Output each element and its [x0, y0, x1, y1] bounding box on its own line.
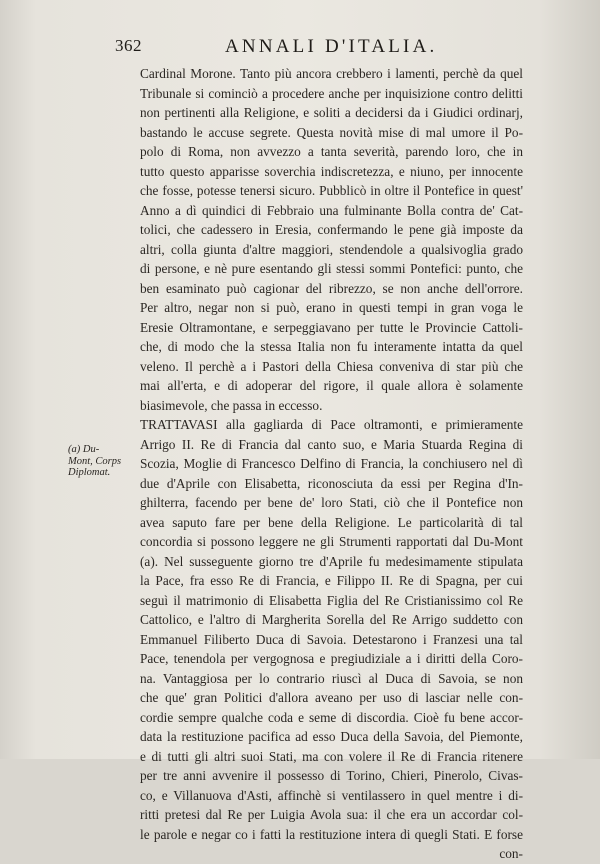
text-line: na. Vantaggiosa per lo contrario riuscì al Duca di Savoia, se non: [140, 670, 523, 686]
text-line: polo di Roma, non avvezzo a tanta severità, parendo loro, che in: [140, 144, 523, 159]
text-line: per tre anni avvenire il possesso di Torino, Chieri, Pinerolo, Civas-: [140, 768, 523, 783]
body-text: [140, 64, 523, 864]
catchword: con-: [499, 846, 523, 861]
text-line: la Pace, fra esso Re di Francia, e Filippo II. Re di Spagna, per cui: [140, 573, 523, 588]
text-line: ghilterra, facendo per bene de' loro Stati, ciò che il Pontefice non: [140, 495, 523, 510]
text-line: (a). Nel susseguente giorno tre d'Aprile fu medesimamente stipulata: [140, 553, 523, 569]
margin-note-line: Diplomat.: [68, 467, 111, 478]
text-line: avea saputo fare per bene della Religione. Le particolarità di tal: [140, 514, 523, 530]
text-line: Pace, tenendola per vergognosa e pregiudiziale a i diritti della Coro-: [140, 651, 523, 666]
text-line: Cattolico, e l'altro di Margherita Sorella del Re Arrigo suddetto con: [140, 612, 523, 627]
text-line: Per altro, negar non si può, erano in questi tempi in gran voga le: [140, 300, 523, 315]
text-line: cordie sempre qualche coda e seme di discordia. Cioè fu bene accor-: [140, 709, 523, 725]
text-line: ben esaminato può cagionar del ribrezzo, se non anche dell'orrore.: [140, 280, 523, 296]
text-line: non pertinenti alla Religione, e soliti a decidersi da i Giudici ordinarj,: [140, 105, 523, 120]
text-line: Tribunale si cominciò a procedere anche per inquisizione contro delitti: [140, 85, 523, 101]
text-line: altri, colla giunta d'altre maggiori, stendendole a qualsivoglia grado: [140, 241, 523, 257]
text-line: Anno a dì quindici di Febbraio una fulminante Bolla contra de' Cat-: [140, 202, 523, 218]
text-line: mai all'erta, e di adoperar del rigore, il quale allora è solamente: [140, 378, 523, 393]
text-line: e di tutti gli altri suoi Stati, ma con volere il Re di Francia ritenere: [140, 748, 523, 764]
text-line: che fosse, potesse tenersi sicuro. Pubblicò in oltre il Pontefice in quest': [140, 183, 523, 198]
text-line: ritti pretesi dal Re per Luigia Avola sua: il che era un accordar col-: [140, 807, 523, 822]
text-line: concordia si possono leggere ne gli Strumenti rapportati dal Du-Mont: [140, 534, 523, 549]
text-line: veleno. Il perchè a i Pastori della Chiesa conveniva di star più che: [140, 358, 523, 374]
text-line: seguì il matrimonio di Elisabetta Figlia del Re Cristianissimo col Re: [140, 592, 523, 608]
text-line: tolici, che cadessero in Eresia, confermando le pene già imposte da: [140, 222, 523, 237]
margin-note: [68, 444, 138, 479]
text-line: Arrigo II. Re di Francia dal canto suo, e Maria Stuarda Regina di: [140, 436, 523, 452]
text-line: Emmanuel Filiberto Duca di Savoia. Detestarono i Franzesi una tal: [140, 631, 523, 647]
text-line: che, di modo che la stessa Italia non fu interamente intatta da quel: [140, 339, 523, 354]
text-line: due d'Aprile con Elisabetta, riconosciuta da essi per Regina d'In-: [140, 475, 523, 491]
text-line: biasimevole, che passa in eccesso.: [140, 397, 323, 413]
text-line: TRATTAVASI alla gagliarda di Pace oltramonti, e primieramente: [140, 417, 523, 432]
text-line: bastando le accuse segrete. Questa novità mise di mal umore il Po-: [140, 124, 523, 140]
text-line: di persone, e nè pure esentando gli stessi sommi Pontefici: punto, che: [140, 261, 523, 276]
text-line: Scozia, Moglie di Francesco Delfino di Francia, la conchiusero nel dì: [140, 456, 523, 471]
margin-note-line: Mont, Corps: [68, 455, 122, 467]
margin-note-line: (a) Du-: [68, 444, 100, 455]
running-head: ANNALI D'ITALIA.: [225, 36, 438, 57]
page-header: [115, 36, 535, 62]
text-line: che que' gran Politici d'allora aveano per uso di lasciar nelle con-: [140, 690, 523, 705]
text-line: Cardinal Morone. Tanto più ancora crebbero i lamenti, perchè da quel: [140, 66, 523, 81]
text-line: co, e Villanuova d'Asti, affinchè si ventilassero in quel mentre i di-: [140, 787, 523, 803]
text-line: le parole e negar co i fatti la restituzione intera di quegli Stati. E forse: [140, 826, 523, 842]
text-line: data la restituzione pacifica ad esso Duca della Savoia, del Piemonte,: [140, 729, 523, 744]
text-line: tutto questo apparisse soverchia indiscretezza, e niuno, per innocente: [140, 163, 523, 179]
page-number: 362: [115, 36, 142, 55]
text-line: Eresie Oltramontane, e serpeggiavano per tutte le Provincie Cattoli-: [140, 319, 523, 335]
